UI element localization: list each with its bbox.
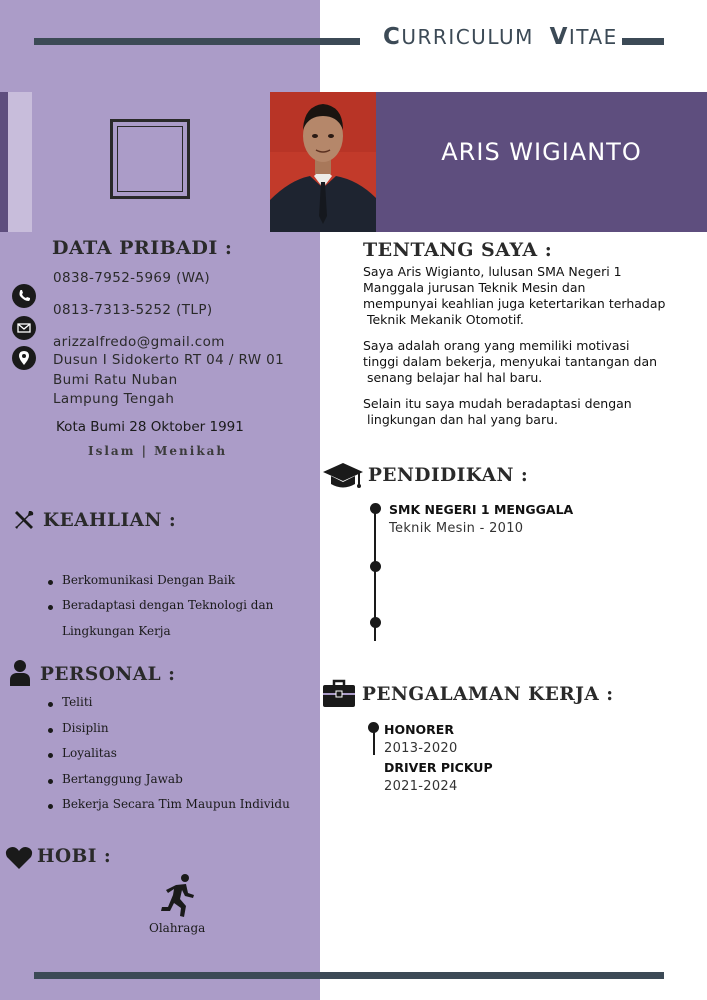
timeline-dot (370, 561, 381, 572)
pengalaman-heading: PENGALAMAN KERJA : (362, 684, 614, 705)
school-name: SMK NEGERI 1 MENGGALA (389, 502, 574, 517)
top-rule-right (622, 38, 664, 45)
timeline-dot (370, 503, 381, 514)
hobi-heading: HOBI : (37, 846, 112, 867)
about-paragraph-3: Selain itu saya mudah beradaptasi dengan lingkungan dan hal yang baru. (363, 396, 632, 427)
list-item: Teliti (48, 695, 290, 721)
graduation-cap-icon (322, 461, 364, 495)
personal-heading: PERSONAL : (40, 664, 176, 685)
phone-tlp: 0813-7313-5252 (TLP) (53, 302, 213, 318)
profile-photo (270, 92, 376, 232)
heart-icon (5, 846, 33, 874)
about-paragraph-1: Saya Aris Wigianto, lulusan SMA Negeri 1 Manggala jurusan Teknik Mesin dan mempunyai keahlian juga ketertarikan terhadap Teknik Mekanik Otomotif. (363, 264, 666, 327)
bottom-rule (34, 972, 664, 979)
document-title: CURRICULUM VITAE (383, 24, 618, 50)
list-item: Loyalitas (48, 746, 290, 772)
phone-wa: 0838-7952-5969 (WA) (53, 270, 211, 286)
email-address: arizzalfredo@gmail.com (53, 334, 225, 350)
list-item: Beradaptasi dengan Teknologi dan (48, 598, 273, 623)
birth-info: Kota Bumi 28 Oktober 1991 (56, 419, 244, 435)
full-name: ARIS WIGIANTO (441, 138, 642, 166)
tools-icon (12, 508, 36, 536)
religion-marital-status: Islam | Menikah (88, 444, 228, 458)
keahlian-list (48, 573, 273, 623)
name-banner (376, 92, 707, 232)
left-accent-strip-dark (0, 92, 8, 232)
job-title: HONORER (384, 722, 454, 737)
about-paragraph-2: Saya adalah orang yang memiliki motivasi tinggi dalam bekerja, menyukai tantangan dan senang belajar hal hal baru. (363, 338, 658, 385)
job-title: DRIVER PICKUP (384, 760, 493, 775)
list-item: Disiplin (48, 721, 290, 747)
list-item: Bertanggung Jawab (48, 772, 290, 798)
address-line1: Dusun I Sidokerto RT 04 / RW 01 (53, 352, 285, 368)
runner-icon (160, 873, 198, 923)
hobby-label: Olahraga (149, 921, 206, 935)
data-pribadi-heading: DATA PRIBADI : (52, 237, 233, 259)
address-line2: Bumi Ratu Nuban (53, 372, 178, 388)
list-item: Berkomunikasi Dengan Baik (48, 573, 273, 598)
tentang-heading: TENTANG SAYA : (363, 239, 553, 261)
timeline-dot (370, 617, 381, 628)
timeline-dot (368, 722, 379, 733)
briefcase-icon (322, 679, 356, 713)
list-item: Bekerja Secara Tim Maupun Individu (48, 797, 290, 823)
address-line3: Lampung Tengah (53, 391, 175, 407)
whatsapp-icon (12, 284, 36, 308)
email-icon (12, 316, 36, 340)
top-rule-left (34, 38, 360, 45)
person-icon (8, 658, 32, 692)
school-detail: Teknik Mesin - 2010 (389, 521, 524, 536)
location-icon (12, 346, 36, 370)
personal-list (48, 695, 290, 823)
decorative-frame (110, 119, 190, 199)
job-period: 2021-2024 (384, 779, 458, 794)
keahlian-heading: KEAHLIAN : (43, 510, 177, 531)
list-item-continuation: Lingkungan Kerja (62, 624, 171, 638)
job-period: 2013-2020 (384, 741, 458, 756)
pendidikan-heading: PENDIDIKAN : (368, 465, 529, 486)
